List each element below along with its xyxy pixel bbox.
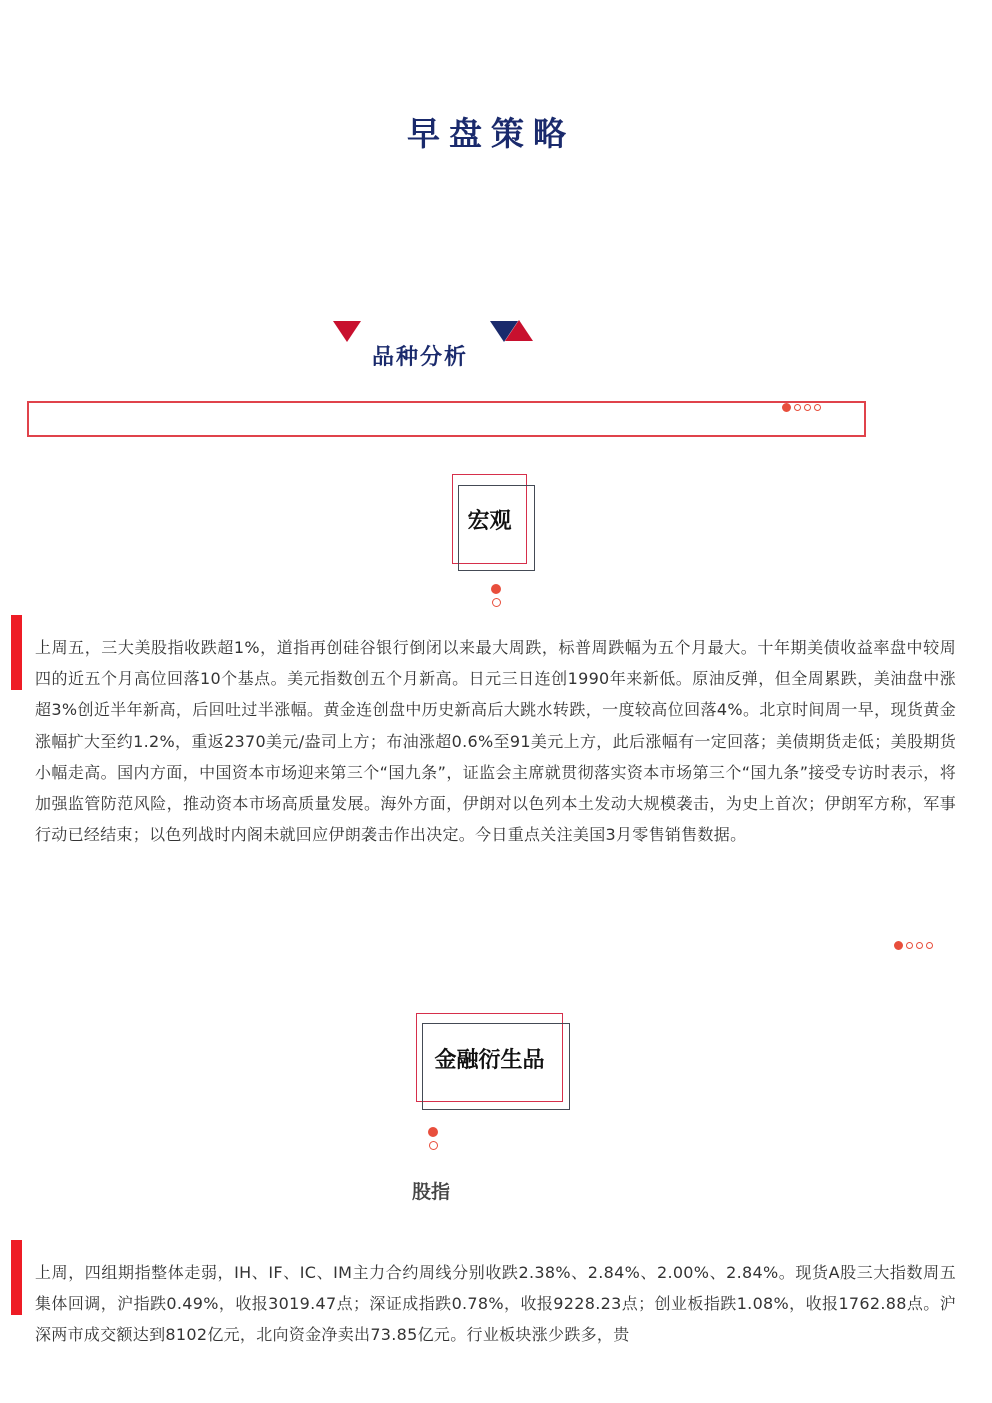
dot-filled: [491, 584, 501, 594]
stock-index-subheading: 股指: [412, 1181, 451, 1203]
dot-filled: [428, 1127, 438, 1137]
red-triangle-decoration: [333, 321, 361, 342]
dot-filled: [894, 941, 903, 950]
dot-outline: [794, 404, 801, 411]
banner-dots-decoration: [782, 403, 821, 412]
dot-outline: [916, 942, 923, 949]
macro-paragraph: 上周五，三大美股指收跌超1%，道指再创硅谷银行倒闭以来最大周跌，标普周跌幅为五个月最大。十年期美债收益率盘中较周四的近五个月高位回落10个基点。美元指数创五个月新高。日元三日连创1990年来新低。原油反弹，但全周累跌，美油盘中涨超3%创近半年新高，后回吐过半涨幅。黄金连创盘中历史新高后大跳水转跌，一度较高位回落4%。北京时间周一早，现货黄金涨幅扩大至约1.2%，重返2370美元/盎司上方；布油涨超0.6%至91美元上方，此后涨幅有一定回落；美债期货走低；美股期货小幅走高。国内方面，中国资本市场迎来第三个“国九条”，证监会主席就贯彻落实资本市场第三个“国九条”接受专访时表示，将加强监管防范风险，推动资本市场高质量发展。海外方面，伊朗对以色列本土发动大规模袭击，为史上首次；伊朗军方称，军事行动已经结束；以色列战时内阁未就回应伊朗袭击作出决定。今日重点关注美国3月零售销售数据。: [35, 638, 956, 845]
page-title: 早盘策略: [407, 114, 575, 153]
macro-vertical-dots-decoration: [491, 584, 501, 607]
dot-outline: [492, 598, 501, 607]
macro-label: 宏观: [467, 509, 512, 534]
dot-filled: [782, 403, 791, 412]
accent-bar: [11, 1240, 22, 1315]
section-heading: 品种分析: [372, 345, 469, 370]
banner-frame: [27, 401, 866, 437]
divider-dots-decoration: [894, 941, 933, 950]
dot-outline: [814, 404, 821, 411]
derivatives-paragraph: 上周，四组期指整体走弱，IH、IF、IC、IM主力合约周线分别收跌2.38%、2.84%、2.00%、2.84%。现货A股三大指数周五集体回调，沪指跌0.49%，收报3019.47点；深证成指跌0.78%，收报9228.23点；创业板指跌1.08%，收报1762.88点。沪深两市成交额达到8102亿元，北向资金净卖出73.85亿元。行业板块涨少跌多，贵: [35, 1263, 956, 1345]
dot-outline: [906, 942, 913, 949]
dot-outline: [804, 404, 811, 411]
dot-outline: [926, 942, 933, 949]
red-triangle-up-decoration: [505, 320, 533, 341]
accent-bar: [11, 615, 22, 690]
derivatives-vertical-dots-decoration: [428, 1127, 438, 1150]
derivatives-label: 金融衍生品: [434, 1048, 545, 1073]
dot-outline: [429, 1141, 438, 1150]
